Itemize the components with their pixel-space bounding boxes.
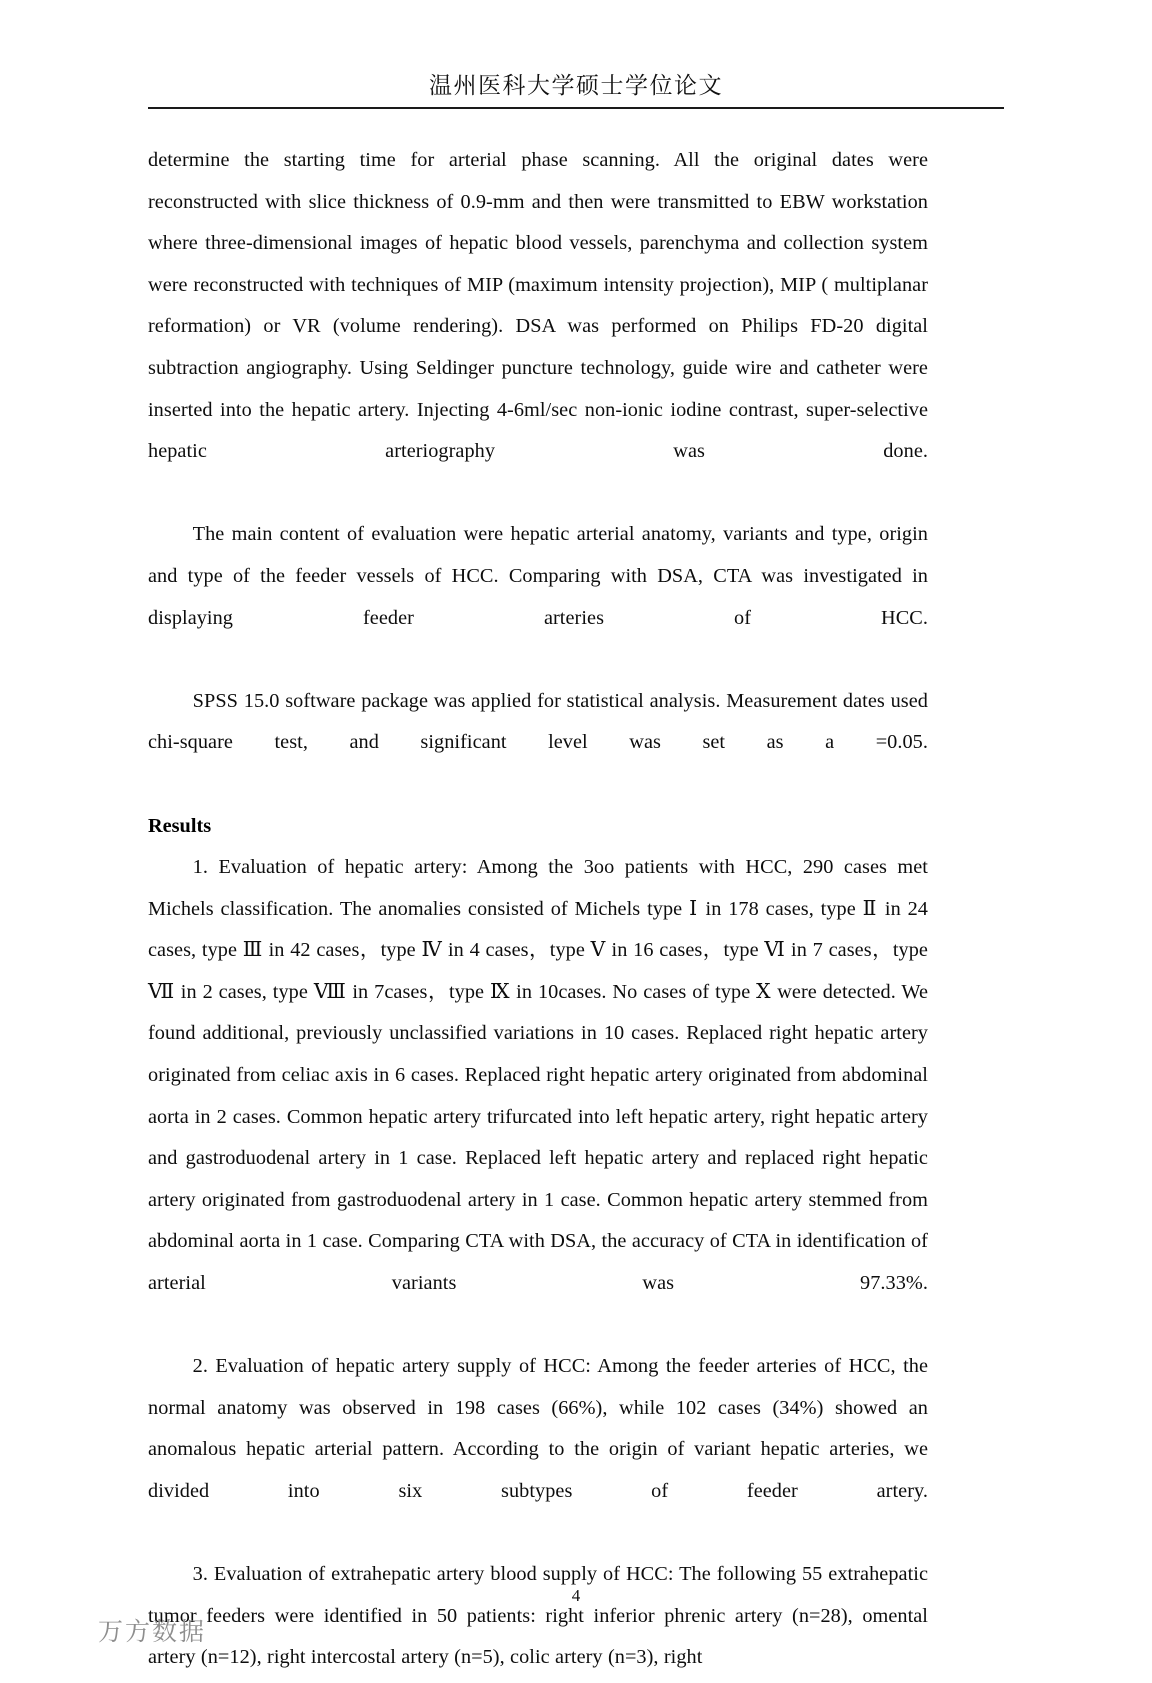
running-header-title: 温州医科大学硕士学位论文 bbox=[429, 73, 723, 99]
paragraph-evaluation-content: The main content of evaluation were hepatic arterial anatomy, variants and type, origin and type of the feeder vessels of HCC. Comparing with DSA, CTA was investigated in displaying feeder arteries of HCC. bbox=[148, 523, 928, 629]
body-text-column bbox=[148, 140, 928, 1679]
paragraph-result-3-extrahepatic-supply: 3. Evaluation of extrahepatic artery blood supply of HCC: The following 55 extrahepatic tumor feeders were identified in 50 patients: right inferior phrenic artery (n=28), omental artery (n=12), right intercostal artery (n=5), colic artery (n=3), right bbox=[148, 1563, 928, 1669]
paragraph-methods-continued: determine the starting time for arterial phase scanning. All the original dates were reconstructed with slice thickness of 0.9-mm and then were transmitted to EBW workstation where three-dimensional images of hepatic blood vessels, parenchyma and collection system were reconstructed with techniques of MIP (maximum intensity projection), MIP ( multiplanar reformation) or VR (volume rendering). DSA was performed on Philips FD-20 digital subtraction angiography. Using Seldinger puncture technology, guide wire and catheter were inserted into the hepatic artery. Injecting 4-6ml/sec non-ionic iodine contrast, super-selective hepatic arteriography was done. bbox=[148, 149, 928, 463]
page-number: 4 bbox=[571, 1586, 581, 1605]
header-divider-rule bbox=[148, 107, 1004, 109]
paragraph-result-2-artery-supply: 2. Evaluation of hepatic artery supply of HCC: Among the feeder arteries of HCC, the normal anatomy was observed in 198 cases (66%), while 102 cases (34%) showed an anomalous hepatic arterial pattern. According to the origin of variant hepatic arteries, we divided into six subtypes of feeder artery. bbox=[148, 1355, 928, 1502]
paragraph-statistics: SPSS 15.0 software package was applied for statistical analysis. Measurement dates used chi-square test, and significant level was set as a =0.05. bbox=[148, 689, 928, 754]
paragraph-result-1-hepatic-artery: 1. Evaluation of hepatic artery: Among the 3oo patients with HCC, 290 cases met Michels classification. The anomalies consisted of Michels type Ⅰ in 178 cases, type Ⅱ in 24 cases, type Ⅲ in 42 cases，type Ⅳ in 4 cases，type Ⅴ in 16 cases，type Ⅵ in 7 cases，type Ⅶ in 2 cases, type Ⅷ in 7cases，type Ⅸ in 10cases. No cases of type Ⅹ were detected. We found additional, previously unclassified variations in 10 cases. Replaced right hepatic artery originated from celiac axis in 6 cases. Replaced right hepatic artery originated from abdominal aorta in 2 cases. Common hepatic artery trifurcated into left hepatic artery, right hepatic artery and gastroduodenal artery in 1 case. Replaced left hepatic artery and replaced right hepatic artery originated from gastroduodenal artery in 1 case. Common hepatic artery stemmed from abdominal aorta in 1 case. Comparing CTA with DSA, the accuracy of CTA in identification of arterial variants was 97.33%. bbox=[148, 856, 928, 1295]
running-header bbox=[148, 72, 1004, 109]
wanfang-data-watermark: 万方数据 bbox=[98, 1617, 207, 1646]
section-heading-results: Results bbox=[148, 814, 212, 837]
